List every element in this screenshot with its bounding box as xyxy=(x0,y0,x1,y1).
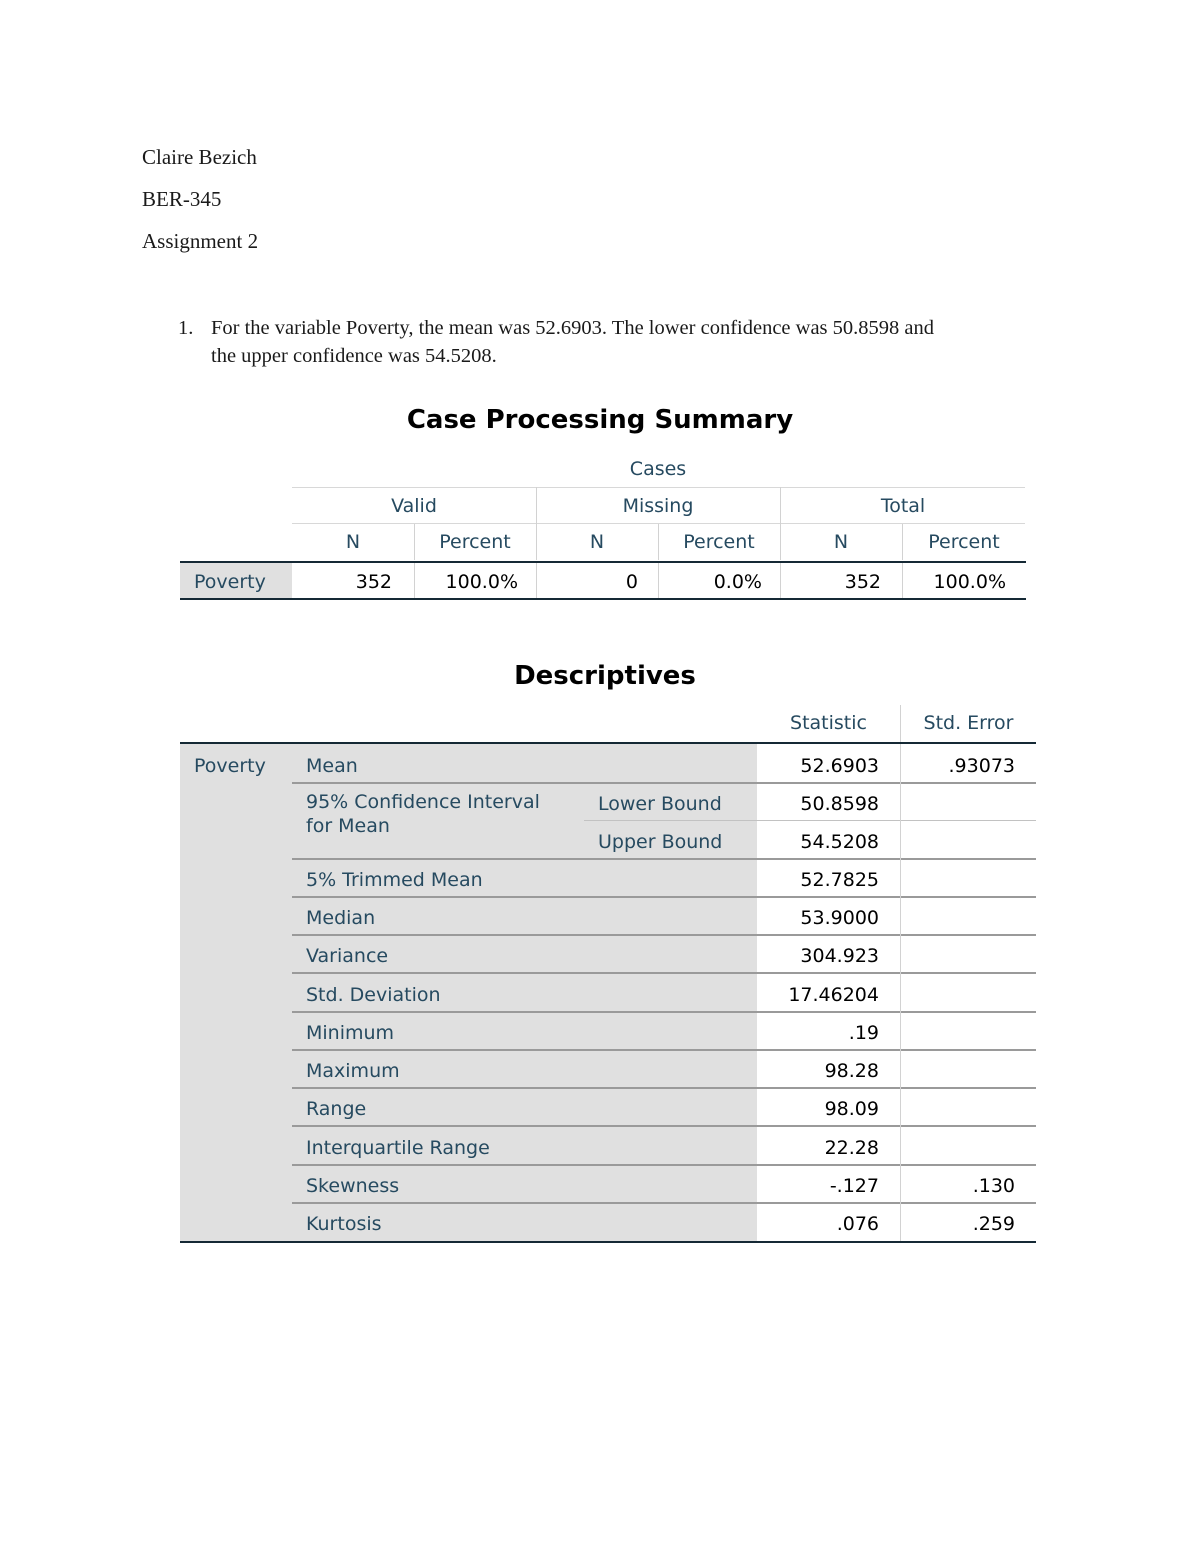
missing-percent: 0.0% xyxy=(713,571,762,593)
row-label-iqr: Interquartile Range xyxy=(306,1137,490,1159)
question-line-2: the upper confidence was 54.5208. xyxy=(211,345,497,367)
skewness-statistic: -.127 xyxy=(829,1175,879,1197)
subheader-percent: Percent xyxy=(683,531,755,553)
assignment-title: Assignment 2 xyxy=(142,229,259,253)
question-line-1: For the variable Poverty, the mean was 52.6903. The lower confidence was 50.8598 and xyxy=(211,317,934,339)
row-label-std-deviation: Std. Deviation xyxy=(306,984,441,1006)
col-std-error: Std. Error xyxy=(923,712,1014,734)
row-label-maximum: Maximum xyxy=(306,1060,400,1082)
row-label-variance: Variance xyxy=(306,945,389,967)
range-statistic: 98.09 xyxy=(824,1098,879,1120)
row-label-trimmed-mean: 5% Trimmed Mean xyxy=(306,869,483,891)
row-label-kurtosis: Kurtosis xyxy=(306,1213,382,1235)
question-number: 1. xyxy=(178,317,194,339)
missing-n: 0 xyxy=(625,571,638,593)
subheader-n: N xyxy=(345,531,361,553)
row-label-lower-bound: Lower Bound xyxy=(598,793,722,815)
subheader-percent: Percent xyxy=(928,531,1000,553)
group-valid: Valid xyxy=(391,495,437,517)
total-percent: 100.0% xyxy=(933,571,1006,593)
std-deviation-statistic: 17.46204 xyxy=(788,984,879,1006)
valid-n: 352 xyxy=(355,571,392,593)
row-label-upper-bound: Upper Bound xyxy=(598,831,723,853)
ci-label-line1: 95% Confidence Interval xyxy=(306,791,540,813)
variable-label-poverty: Poverty xyxy=(194,755,266,777)
kurtosis-std-error: .259 xyxy=(972,1213,1015,1235)
subheader-n: N xyxy=(589,531,605,553)
row-label-mean: Mean xyxy=(306,755,358,777)
skewness-std-error: .130 xyxy=(972,1175,1015,1197)
question-text xyxy=(211,314,1061,370)
median-statistic: 53.9000 xyxy=(800,907,879,929)
row-label-skewness: Skewness xyxy=(306,1175,400,1197)
case-summary-title: Case Processing Summary xyxy=(406,405,794,435)
maximum-statistic: 98.28 xyxy=(824,1060,879,1082)
kurtosis-statistic: .076 xyxy=(836,1213,879,1235)
ci-label-line2: for Mean xyxy=(306,815,390,837)
author-name: Claire Bezich xyxy=(142,145,257,169)
minimum-statistic: .19 xyxy=(848,1022,879,1044)
upper-bound-statistic: 54.5208 xyxy=(800,831,879,853)
iqr-statistic: 22.28 xyxy=(824,1137,879,1159)
cases-header: Cases xyxy=(629,458,687,480)
subheader-n: N xyxy=(833,531,849,553)
mean-std-error: .93073 xyxy=(948,755,1015,777)
row-label-median: Median xyxy=(306,907,376,929)
subheader-percent: Percent xyxy=(439,531,511,553)
group-missing: Missing xyxy=(622,495,694,517)
group-total: Total xyxy=(880,495,926,517)
lower-bound-statistic: 50.8598 xyxy=(800,793,879,815)
row-label-minimum: Minimum xyxy=(306,1022,395,1044)
variance-statistic: 304.923 xyxy=(800,945,879,967)
mean-statistic: 52.6903 xyxy=(800,755,879,777)
course-code: BER-345 xyxy=(142,187,222,211)
col-statistic: Statistic xyxy=(790,712,867,734)
row-label-range: Range xyxy=(306,1098,367,1120)
trimmed-mean-statistic: 52.7825 xyxy=(800,869,879,891)
descriptives-title: Descriptives xyxy=(514,661,696,691)
valid-percent: 100.0% xyxy=(445,571,518,593)
row-label-poverty: Poverty xyxy=(194,571,266,593)
total-n: 352 xyxy=(844,571,881,593)
